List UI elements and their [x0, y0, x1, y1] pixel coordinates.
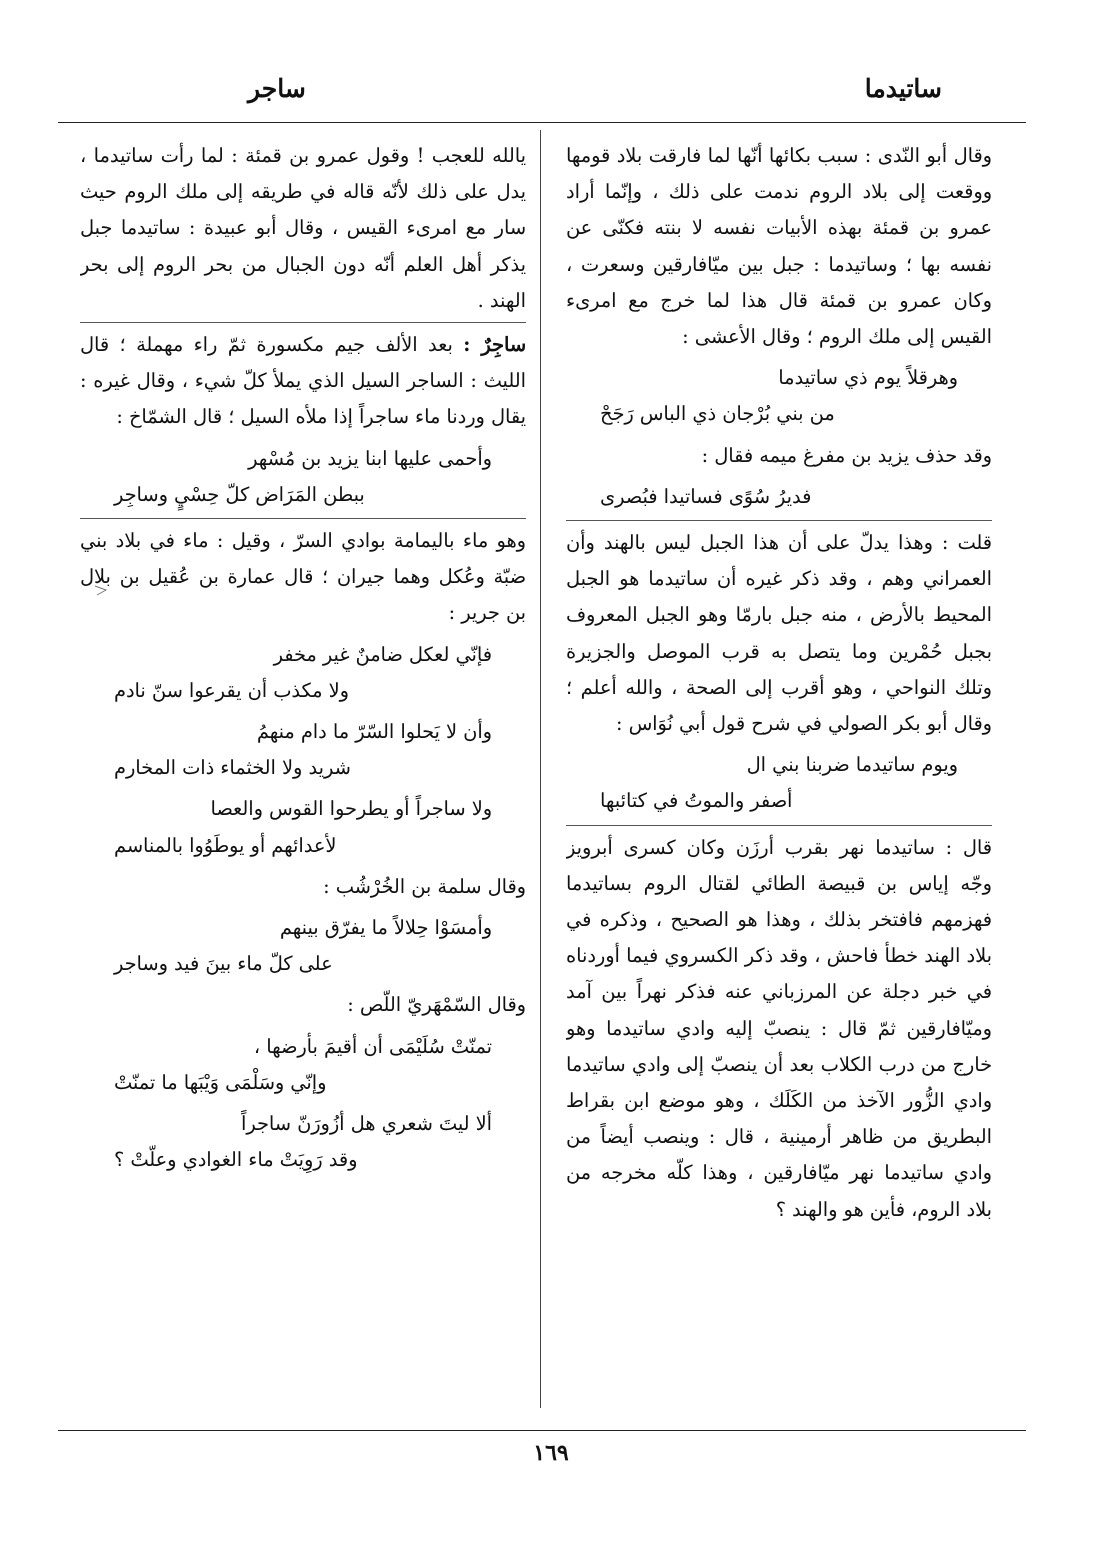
- stray-mark-icon: [94, 584, 108, 596]
- verse-line: وهرقلاً يوم ذي ساتيدما: [778, 366, 958, 390]
- entry-paragraph: [80, 327, 526, 436]
- entry-text: بعد الألف جيم مكسورة ثمّ راء مهملة ؛ قال الليث : الساجر السيل الذي يملأ كلّ شيء ، وقال غيره : يقال وردنا ماء ساجراً إذا ملأه السيل ؛ قال الشمّاخ :: [80, 333, 526, 429]
- verse-line: ألا ليتَ شعري هل أزُورَنّ ساجراً: [241, 1112, 492, 1136]
- paragraph: قلت : وهذا يدلّ على أن هذا الجبل ليس بالهند وأن العمراني وهم ، وقد ذكر غيره أن ساتيدما هو الجبل المحيط بالأرض ، منه جبل بارمّا وهو الجبل المعروف بجبل حُمْرين وما يتصل به قرب الموصل والجزيرة وتلك النواحي ، وهو أقرب إلى الصحة ، والله أعلم ؛ وقال أبو بكر الصولي في شرح قول أبي نُوَاس :: [566, 531, 992, 736]
- verse: [80, 714, 526, 786]
- entry-headword: ساجِرٌ :: [463, 333, 526, 357]
- verse-line: ويوم ساتيدما ضربنا بني ال: [746, 753, 958, 777]
- verse: [566, 747, 992, 819]
- paragraph: قال : ساتيدما نهر بقرب أرزَن وكان كسرى أبرويز وجّه إياس بن قبيصة الطائي لقتال الروم بساتيدما فهزمهم فافتخر بذلك ، وهذا هو الصحيح ، وذكره في بلاد الهند خطأ فاحش ، وقد ذكر الكسروي فيما أوردناه في خبر دجلة عن المرزباني عنه فذكر نهراً بين آمد وميّافارقين ثمّ قال : ينصبّ إليه وادي ساتيدما وهو خارج من درب الكلاب بعد أن ينصبّ إلى وادي ساتيدما وادي الزُّور الآخذ من الكَلَك ، وهو موضع ابن بقراط البطريق من ظاهر أرمينية ، قال : وينصب أيضاً من وادي ساتيدما نهر ميّافارقين ، وهذا كلّه مخرجه من بلاد الروم، فأين هو والهند ؟: [566, 835, 992, 1221]
- verse: [80, 1029, 526, 1101]
- verse-line: ولا مكذب أن يقرعوا سنّ نادم: [114, 678, 349, 702]
- verse: [80, 791, 526, 863]
- verse-line: فديرُ سُوًى فساتيدا فبُصرى: [600, 484, 812, 508]
- paragraph: وقال أبو النّدى : سبب بكائها أنّها لما فارقت بلاد قومها ووقعت إلى بلاد الروم ندمت على ذلك ، وإنّما أراد عمرو بن قمئة بهذه الأبيات نفسه لا بنته فكنّى عن نفسه بها ؛ وساتيدما : جبل بين ميّافارقين وسعرت ، وكان عمرو بن قمئة قال هذا لما خرج مع امرىء القيس إلى ملك الروم ؛ وقال الأعشى :: [566, 144, 992, 349]
- paragraph: وهو ماء باليمامة بوادي السرّ ، وقيل : ماء في بلاد بني ضبّة وعُكل وهما جيران ؛ قال عمارة بن عُقيل بن بلال بن جرير :: [80, 529, 526, 625]
- running-header-left: ساجر: [248, 74, 306, 103]
- section-separator: [80, 518, 526, 519]
- left-column: [80, 138, 526, 1408]
- verse-line: فإنّي لعكل ضامنٌ غير مخفر: [273, 642, 492, 666]
- verse-line: وأن لا يَحلوا السّرّ ما دام منهمُ: [256, 720, 492, 744]
- verse-line: تمنّتْ سُلَيْمَى أن أقيمَ بأرضها ،: [253, 1034, 492, 1058]
- column-divider: [540, 130, 541, 1408]
- footer-rule: [58, 1430, 1026, 1431]
- verse: [566, 479, 992, 515]
- paragraph: وقال سلمة بن الخُرْشُب :: [323, 874, 526, 898]
- paragraph: وقد حذف يزيد بن مفرغ ميمه فقال :: [701, 443, 992, 467]
- paragraph: يالله للعجب ! وقول عمرو بن قمئة : لما رأت ساتيدما ، يدل على ذلك لأنّه قاله في طريقه إلى ملك الروم حيث سار مع امرىء القيس ، وقال أبو عبيدة : ساتيدما جبل يذكر أهل العلم أنّه دون الجبال من بحر الروم إلى بحر الهند .: [80, 144, 526, 312]
- verse-line: وأحمى عليها ابنا يزيد بن مُسْهر: [248, 446, 492, 470]
- verse-line: ببطن المَرَاض كلّ حِسْيٍ وساجِر: [114, 482, 365, 506]
- verse-line: وقد رَوِيَتْ ماء الغوادي وعلّتْ ؟: [114, 1148, 358, 1172]
- verse-line: وإنّي وسَلْمَى وَيْبَها ما تمنّتْ: [114, 1070, 327, 1094]
- verse: [566, 360, 992, 432]
- section-separator: [80, 322, 526, 323]
- page-number: ١٦٩: [533, 1440, 569, 1466]
- paragraph: وقال السّمْهَريّ اللّص :: [347, 993, 526, 1017]
- verse-line: على كلّ ماء بينَ فيد وساجر: [114, 952, 333, 976]
- verse-line: وأمسَوْا حِلالاً ما يفرّق بينهم: [279, 916, 492, 940]
- verse: [80, 1106, 526, 1178]
- section-separator: [566, 825, 992, 826]
- verse-line: لأعدائهم أو يوطَوُوا بالمناسم: [114, 833, 337, 857]
- header-rule: [58, 122, 1026, 123]
- section-separator: [566, 520, 992, 521]
- verse-line: ولا ساجراً أو يطرحوا القوس والعصا: [210, 797, 492, 821]
- verse: [80, 637, 526, 709]
- verse: [80, 910, 526, 982]
- running-header-right: ساتيدما: [864, 74, 942, 103]
- verse-line: شريد ولا الخثماء ذات المخارم: [114, 756, 351, 780]
- verse-line: من بني بُرْجان ذي الباس رَجَحْ: [600, 402, 835, 426]
- right-column: [566, 138, 992, 1408]
- verse: [80, 441, 526, 513]
- verse-line: أصفر والموتُ في كتائبها: [600, 789, 793, 813]
